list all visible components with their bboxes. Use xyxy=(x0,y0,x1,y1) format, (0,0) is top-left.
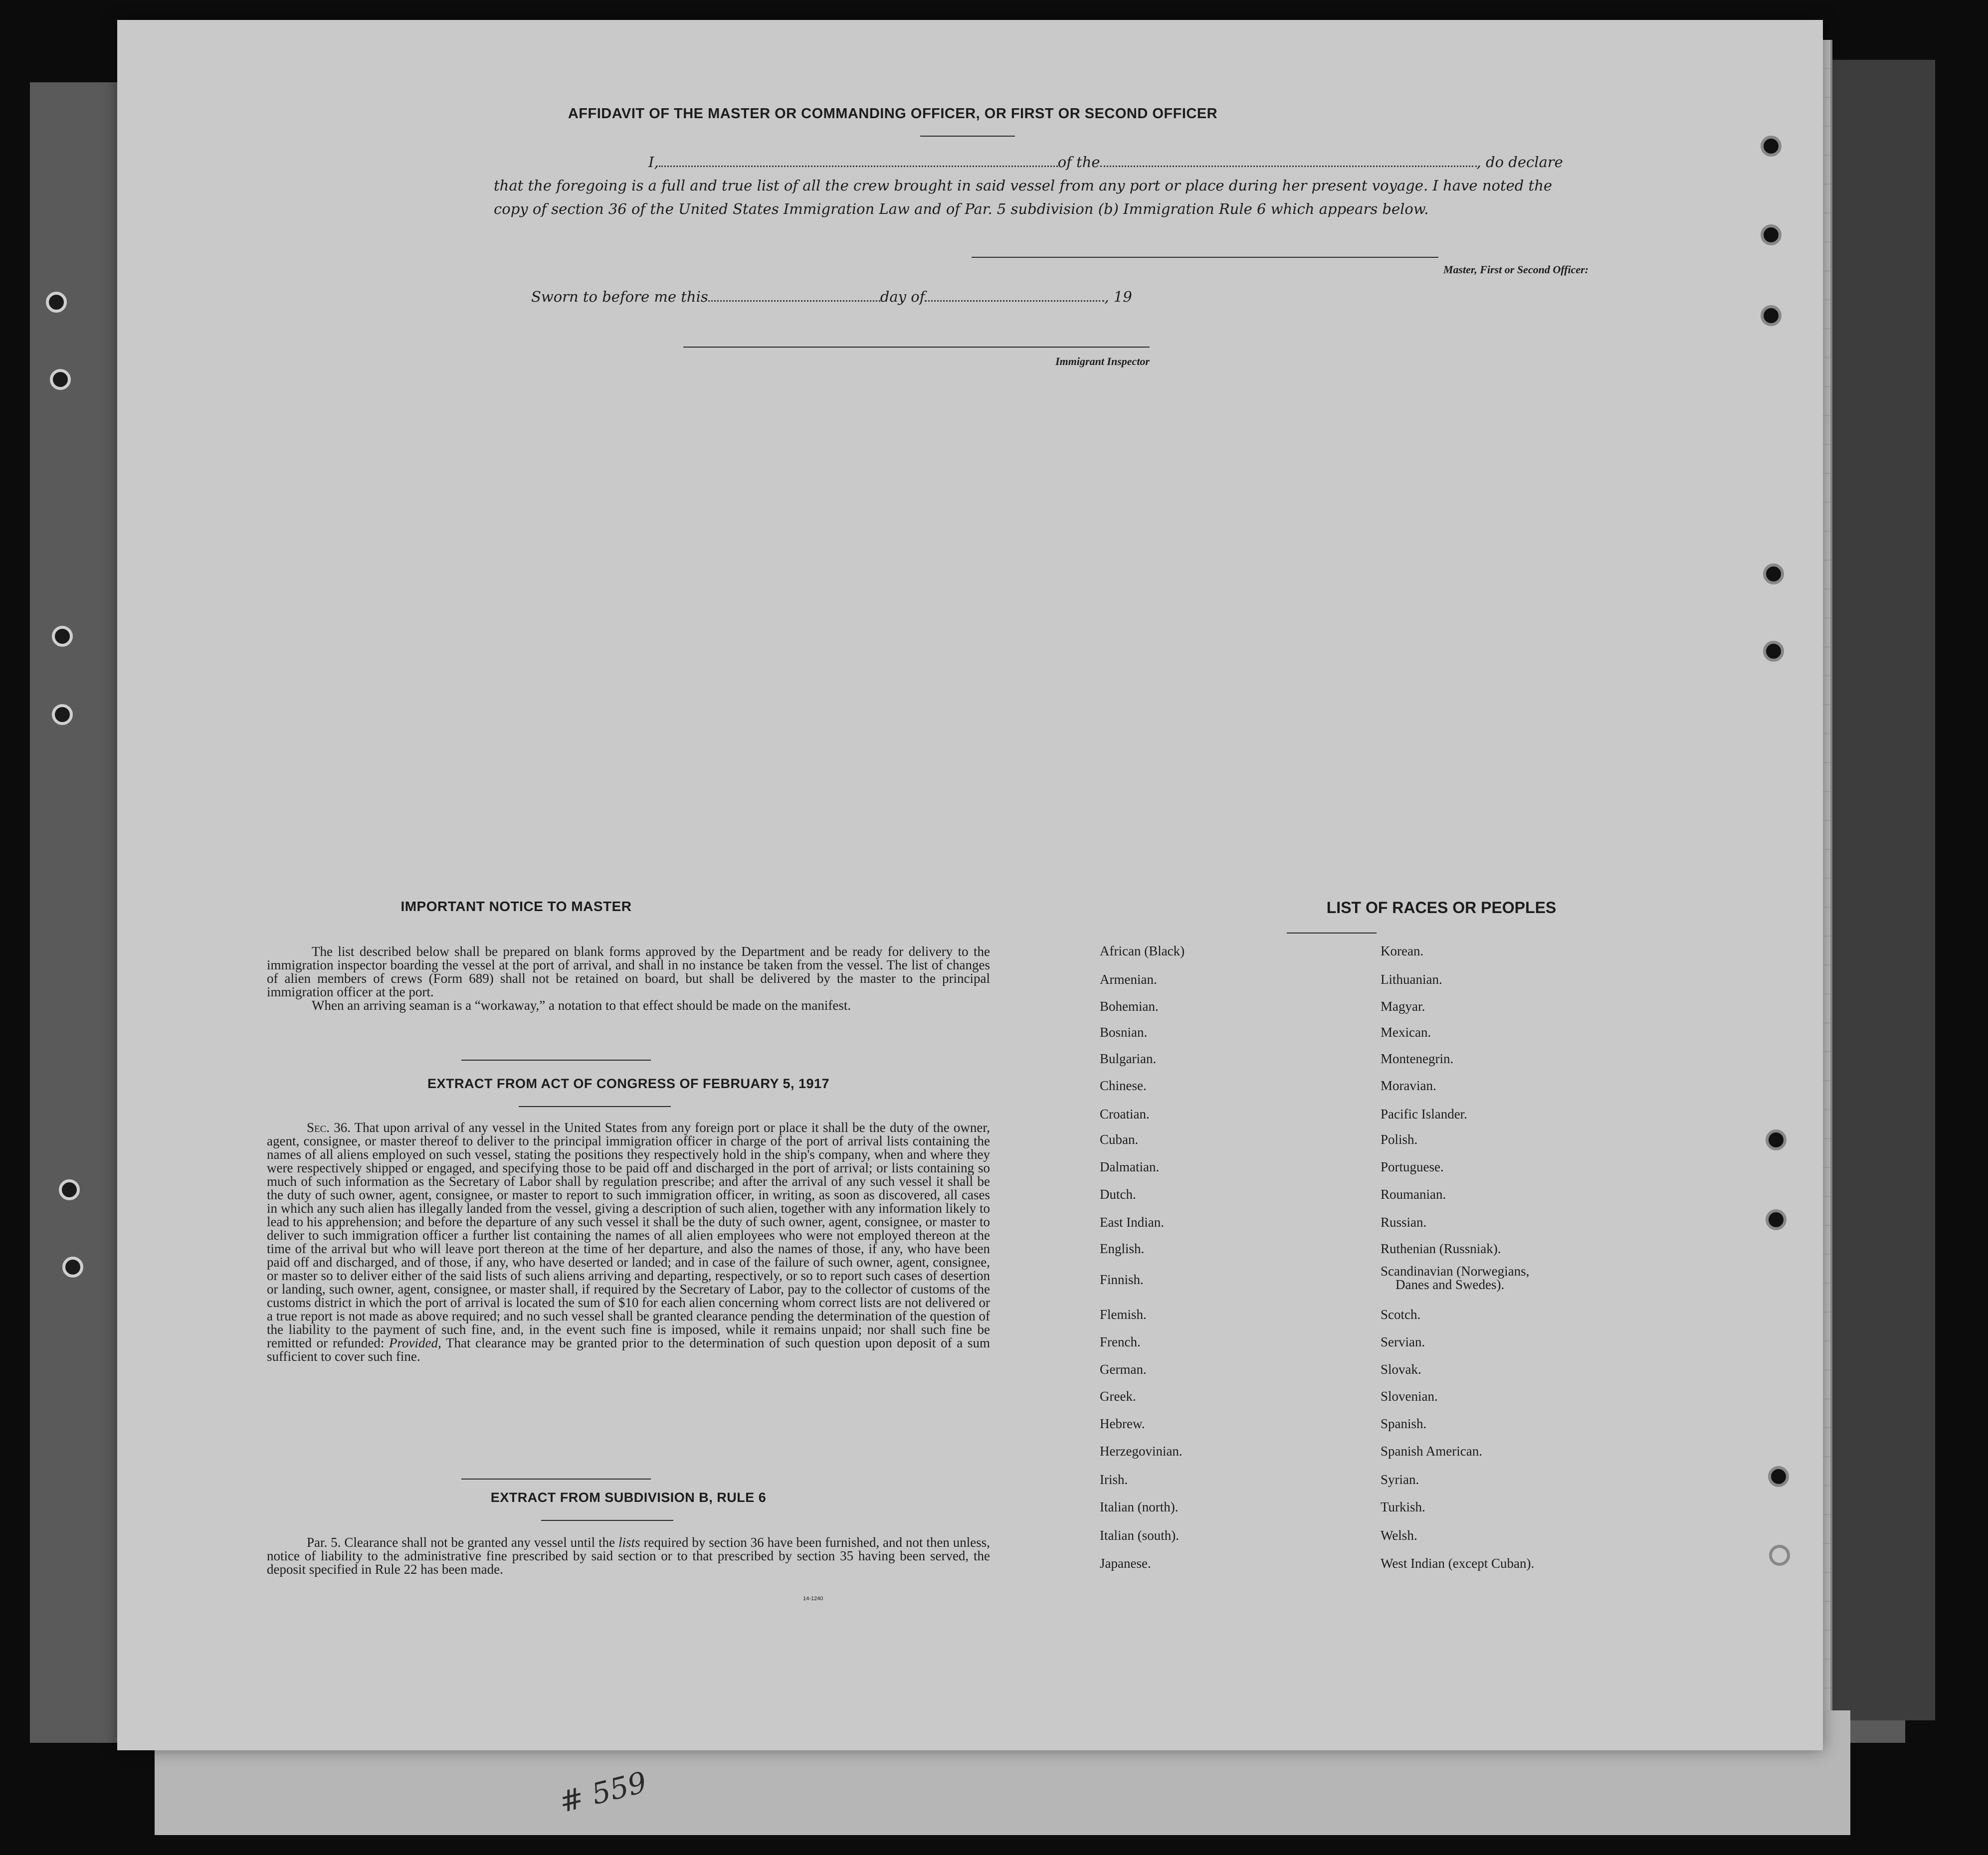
sworn-month-blank[interactable] xyxy=(925,289,1104,302)
race-item: Slovenian. xyxy=(1381,1389,1438,1404)
punch-hole xyxy=(52,704,73,725)
race-item: Roumanian. xyxy=(1381,1187,1446,1202)
affidavit-title: AFFIDAVIT OF THE MASTER OR COMMANDING OFFICER, OR FIRST OR SECOND OFFICER xyxy=(568,106,1218,122)
race-item: Scotch. xyxy=(1381,1307,1421,1322)
document-page xyxy=(117,20,1823,1750)
race-item: Armenian. xyxy=(1100,972,1157,987)
notice-paragraph: The list described below shall be prepared on blank forms approved by the Department and be ready for delivery to the immigration inspector boarding the vessel at the port of arrival, and shall in no instance be taken from the vessel. The list of changes of alien members of crews (Form 689) shall not be retained on board, but shall be delivered by the master to the principal immigration officer at the port. xyxy=(267,944,990,999)
affidavit-line-2: that the foregoing is a full and true list of all the crew brought in said vessel from any port or place during her present voyage. I have noted the xyxy=(494,177,1553,194)
affidavit-body xyxy=(494,151,1561,221)
punch-hole xyxy=(1769,1545,1790,1566)
race-item: Scandinavian (Norwegians, xyxy=(1381,1264,1530,1279)
day-of-label: day of xyxy=(880,288,925,305)
of-the-label: of the xyxy=(1057,154,1100,171)
rule-extract-body xyxy=(267,1536,990,1576)
punch-hole xyxy=(1768,1466,1789,1487)
punch-hole xyxy=(1761,136,1782,157)
act-extract-title: EXTRACT FROM ACT OF CONGRESS OF FEBRUARY 5, 1917 xyxy=(427,1076,830,1091)
act-extract-body xyxy=(267,1121,990,1363)
notice-title: IMPORTANT NOTICE TO MASTER xyxy=(400,899,632,914)
section-divider xyxy=(461,1060,651,1061)
race-item: Irish. xyxy=(1100,1472,1128,1487)
punch-hole xyxy=(62,1257,83,1278)
race-item: Servian. xyxy=(1381,1334,1425,1349)
act-text: That upon arrival of any vessel in the United States from any foreign port or place it shall be the duty of the owner, agent, consignee, or master thereof to deliver to the principal immigration officer in charge of the port of arrival lists containing the names of all aliens employed on such vessel, stating the positions they respectively hold in the ship's company, when and where they were respectively shipped or engaged, and specifying those to be paid off and discharged in the port of arrival; or lists containing so much of such information as the Secretary of Labor shall by regulation prescribe; and after the arrival of any such vessel it shall be the duty of such owner, agent, consignee, or master to report to such immigration officer, in writing, as soon as discovered, all cases in which any such alien has illegally landed from the vessel, giving a description of such alien, together with any information likely to lead to his apprehension; and before the departure of any such vessel it shall be the duty of such owner, agent, consignee, or master to deliver to such immigration officer a further list containing the names of all alien employees who were not employed thereon at the time of the arrival but who will leave port thereon at the time of her departure, and also the names of those, if any, who have been paid off and discharged, and of those, if any, who have deserted or landed; and in case of the failure of such owner, agent, consignee, or master so to deliver either of the said lists of such aliens arriving and departing, respectively, or so to report such cases of desertion or landing, such owner, agent, consignee, or master shall, if required by the Secretary of Labor, pay to the collector of customs of the customs district in which the port of arrival is located the sum of $10 for each alien concerning whom correct lists are not delivered or a true report is not made as above required; and no such vessel shall be granted clearance pending the determination of the question of the liability to the payment of such fine, and, in the event such fine is imposed, while it remains unpaid; nor shall such fine be remitted or refunded: xyxy=(267,1120,990,1350)
section-divider xyxy=(519,1106,671,1107)
race-item: Korean. xyxy=(1381,943,1424,958)
races-title: LIST OF RACES OR PEOPLES xyxy=(1326,899,1557,917)
master-signature-label: Master, First or Second Officer: xyxy=(1443,263,1589,276)
title-divider xyxy=(920,136,1015,137)
race-item: Greek. xyxy=(1100,1389,1136,1404)
punch-hole xyxy=(1766,1129,1787,1150)
race-item: Moravian. xyxy=(1381,1078,1436,1093)
lists-word: lists xyxy=(618,1535,640,1550)
race-item: Dalmatian. xyxy=(1100,1159,1160,1174)
inspector-label: Immigrant Inspector xyxy=(1055,355,1150,368)
race-item: Mexican. xyxy=(1381,1025,1431,1040)
inspector-signature-line[interactable] xyxy=(683,347,1150,348)
race-item: Spanish. xyxy=(1381,1416,1427,1431)
sworn-line xyxy=(531,288,1132,305)
punch-hole xyxy=(59,1179,80,1200)
race-item: Bulgarian. xyxy=(1100,1051,1157,1066)
race-item: French. xyxy=(1100,1334,1141,1349)
punch-hole xyxy=(1763,641,1784,662)
race-item: Bohemian. xyxy=(1100,999,1159,1014)
race-item: Flemish. xyxy=(1100,1307,1147,1322)
race-item: Hebrew. xyxy=(1100,1416,1145,1431)
notice-paragraph: When an arriving seaman is a “workaway,” a notation to that effect should be made on the manifest. xyxy=(312,998,851,1013)
punch-hole xyxy=(1763,563,1784,584)
provided-word: Provided, xyxy=(389,1335,441,1350)
rule-text: Par. 5. Clearance shall not be granted any vessel until the xyxy=(307,1535,615,1550)
race-item: Pacific Islander. xyxy=(1381,1107,1467,1121)
race-item: Japanese. xyxy=(1100,1556,1151,1571)
master-signature-line[interactable] xyxy=(972,257,1438,258)
sworn-day-blank[interactable] xyxy=(708,289,880,302)
race-item: Croatian. xyxy=(1100,1107,1150,1121)
name-blank[interactable] xyxy=(659,155,1058,167)
punch-hole xyxy=(52,626,73,647)
race-item: Italian (north). xyxy=(1100,1499,1179,1514)
notice-body xyxy=(267,945,990,1012)
race-item: Montenegrin. xyxy=(1381,1051,1454,1066)
do-declare: , do declare xyxy=(1476,154,1563,171)
race-item: West Indian (except Cuban). xyxy=(1381,1556,1535,1571)
sec-label: Sec. 36. xyxy=(307,1120,351,1135)
race-item: Danes and Swedes). xyxy=(1395,1277,1505,1292)
race-item: Lithuanian. xyxy=(1381,972,1442,987)
race-item: Spanish American. xyxy=(1381,1444,1482,1459)
i-label: I, xyxy=(648,154,659,171)
section-divider xyxy=(541,1520,673,1521)
race-item: English. xyxy=(1100,1241,1145,1256)
handwritten-number: # 559 xyxy=(556,1765,650,1820)
race-item: East Indian. xyxy=(1100,1215,1164,1230)
race-item: Bosnian. xyxy=(1100,1025,1148,1040)
punch-hole xyxy=(1761,305,1782,326)
race-item: Magyar. xyxy=(1381,999,1425,1014)
act-text: That clearance may be granted prior to the determination of such question upon deposit of a sum sufficient to cover such fine. xyxy=(267,1335,991,1364)
form-number: 14-1240 xyxy=(803,1596,823,1602)
race-item: Herzegovinian. xyxy=(1100,1444,1183,1459)
section-divider xyxy=(461,1479,651,1480)
vessel-blank[interactable] xyxy=(1100,155,1477,167)
affidavit-line-3: copy of section 36 of the United States Immigration Law and of Par. 5 subdivision (b) Immigration Rule 6 which appears below. xyxy=(494,200,1429,217)
rule-text: required by section 36 have been furnished, and not then unless, notice of liability to the administrative fine prescribed by said section or to that prescribed by section 35 having been served, the deposit specified in Rule 22 has been made. xyxy=(267,1535,991,1577)
punch-hole xyxy=(1761,224,1782,245)
race-item: Ruthenian (Russniak). xyxy=(1381,1241,1501,1256)
race-item: African (Black) xyxy=(1100,943,1185,958)
race-item: Chinese. xyxy=(1100,1078,1147,1093)
sworn-label: Sworn to before me this xyxy=(531,288,708,305)
section-divider xyxy=(1287,932,1377,933)
race-item: Finnish. xyxy=(1100,1272,1144,1287)
rule-extract-title: EXTRACT FROM SUBDIVISION B, RULE 6 xyxy=(490,1490,767,1505)
race-item: Polish. xyxy=(1381,1132,1418,1147)
year-prefix: , 19 xyxy=(1104,288,1132,305)
race-item: German. xyxy=(1100,1362,1147,1377)
punch-hole xyxy=(50,369,71,390)
race-item: Welsh. xyxy=(1381,1528,1417,1543)
race-item: Cuban. xyxy=(1100,1132,1139,1147)
punch-hole xyxy=(1766,1209,1787,1230)
race-item: Russian. xyxy=(1381,1215,1427,1230)
race-item: Italian (south). xyxy=(1100,1528,1179,1543)
race-item: Dutch. xyxy=(1100,1187,1136,1202)
race-item: Portuguese. xyxy=(1381,1159,1444,1174)
race-item: Syrian. xyxy=(1381,1472,1419,1487)
punch-hole xyxy=(46,292,67,313)
race-item: Turkish. xyxy=(1381,1499,1425,1514)
race-item: Slovak. xyxy=(1381,1362,1421,1377)
